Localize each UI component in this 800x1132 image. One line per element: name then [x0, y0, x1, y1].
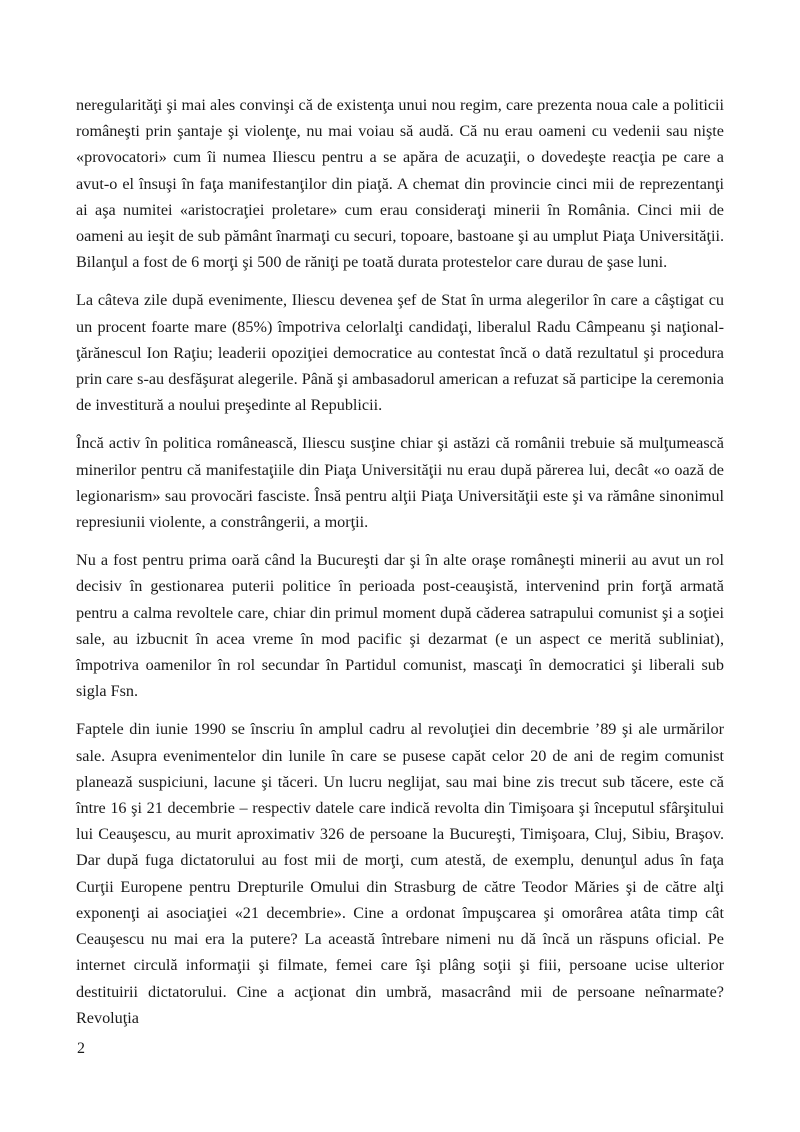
paragraph: Nu a fost pentru prima oară când la Bucureşti dar şi în alte oraşe româneşti minerii au avut un rol decisiv în gestionarea puterii politice în perioada post-ceauşistă, intervenind prin forţă armată pentru a calma revoltele care, chiar din primul moment după căderea satrapului comunist şi a soţiei sale, au izbucnit în acea vreme în mod pacific şi dezarmat (e un aspect ce merită subliniat), împotriva oamenilor în rol secundar în Partidul comunist, mascaţi în democratici şi liberali sub sigla Fsn. — [76, 551, 724, 701]
paragraph: La câteva zile după evenimente, Iliescu devenea şef de Stat în urma alegerilor în care a câştigat cu un procent foarte mare (85%) împotriva celorlalţi candidaţi, liberalul Radu Câmpeanu şi naţional-ţărănescul Ion Raţiu; leaderii opoziţiei democratice au contestat încă o dată rezultatul şi procedura prin care s-au desfăşurat alegerile. Până şi ambasadorul american a refuzat să participe la ceremonia de investitură a noului preşedinte al Republicii. — [76, 291, 724, 415]
document-body — [76, 92, 724, 1043]
paragraph: Faptele din iunie 1990 se înscriu în amplul cadru al revoluţiei din decembrie ’89 şi ale urmărilor sale. Asupra evenimentelor din lunile în care se pusese capăt celor 20 de ani de regim comunist planează suspiciuni, lacune şi tăceri. Un lucru neglijat, sau mai bine zis trecut sub tăcere, este că între 16 şi 21 decembrie – respectiv datele care indică revolta din Timişoara şi începutul sfârşitului lui Ceauşescu, au murit aproximativ 326 de persoane la Bucureşti, Timişoara, Cluj, Sibiu, Braşov. Dar după fuga dictatorului au fost mii de morţi, cum atestă, de exemplu, denunţul adus în faţa Curţii Europene pentru Drepturile Omului din Strasburg de către Teodor Măries şi de către alţi exponenţi ai asociaţiei «21 decembrie». Cine a ordonat împuşcarea şi omorârea atâta timp cât Ceauşescu nu mai era la putere? La această întrebare nimeni nu dă încă un răspuns oficial. Pe internet circulă informaţii şi filmate, femei care îşi plâng soţii şi fiii, persoane ucise ulterior destituirii dictatorului. Cine a acţionat din umbră, masacrând mii de persoane neînarmate? Revoluţia — [76, 720, 724, 1027]
paragraph: Încă activ în politica românească, Iliescu susţine chiar şi astăzi că românii trebuie să mulţumească minerilor pentru că manifestaţiile din Piaţa Universităţii nu erau după părerea lui, decât «o oază de legionarism» sau provocări fasciste. Însă pentru alţii Piaţa Universităţii este şi va rămâne sinonimul represiunii violente, a constrângerii, a morţii. — [76, 434, 724, 532]
page-number: 2 — [77, 1040, 85, 1057]
paragraph: neregularităţi şi mai ales convinşi că de existenţa unui nou regim, care prezenta noua cale a politicii româneşti prin şantaje şi violenţe, nu mai voiau să audă. Că nu erau oameni cu vedenii sau nişte «provocatori» cum îi numea Iliescu pentru a se apăra de acuzaţii, o dovedeşte reacţia pe care a avut-o el însuşi în faţa manifestanţilor din piaţă. A chemat din provincie cinci mii de reprezentanţi ai aşa numitei «aristocraţiei proletare» cum erau consideraţi minerii în România. Cinci mii de oameni au ieşit de sub pământ înarmaţi cu securi, topoare, bastoane şi au umplut Piaţa Universităţii. Bilanţul a fost de 6 morţi şi 500 de răniţi pe toată durata protestelor care durau de şase luni. — [76, 96, 724, 272]
